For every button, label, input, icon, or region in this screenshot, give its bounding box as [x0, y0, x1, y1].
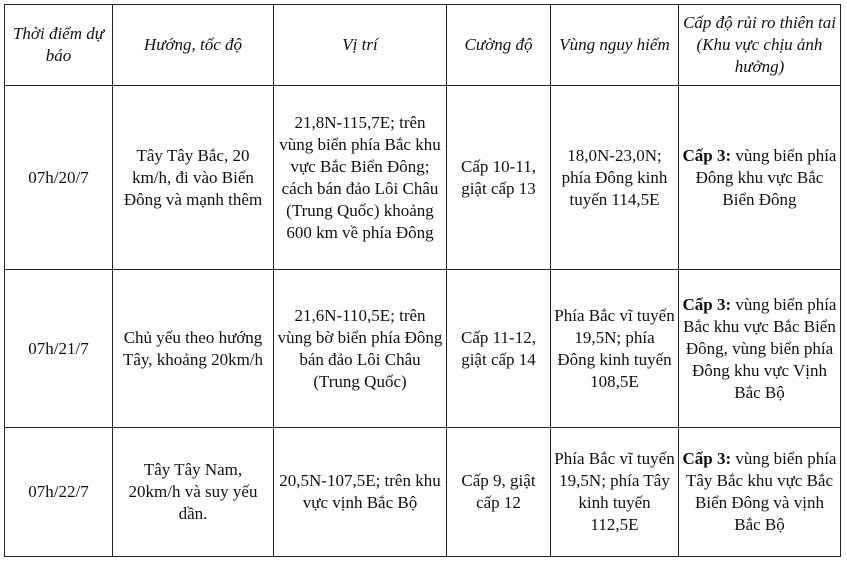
- risk-level-label: Cấp 3:: [682, 449, 732, 468]
- cell-danger-zone: Phía Bắc vĩ tuyến 19,5N; phía Tây kinh tuyến 112,5E: [551, 428, 679, 557]
- header-forecast-time: Thời điểm dự báo: [5, 5, 113, 86]
- cell-position: 21,6N-110,5E; trên vùng bờ biển phía Đông bán đảo Lôi Châu (Trung Quốc): [274, 270, 447, 428]
- cell-intensity: Cấp 11-12, giật cấp 14: [447, 270, 551, 428]
- table-row: [5, 428, 841, 557]
- table-row: [5, 270, 841, 428]
- risk-area-text: vùng biển phía Đông khu vực Bắc Biển Đông: [695, 145, 837, 209]
- cell-intensity: Cấp 10-11, giật cấp 13: [447, 86, 551, 270]
- header-risk-level: Cấp độ rủi ro thiên tai (Khu vực chịu ảnh hưởng): [679, 5, 841, 86]
- header-direction-speed: Hướng, tốc độ: [113, 5, 274, 86]
- cell-direction: Tây Tây Bắc, 20 km/h, đi vào Biển Đông và mạnh thêm: [113, 86, 274, 270]
- cell-direction: Chủ yếu theo hướng Tây, khoảng 20km/h: [113, 270, 274, 428]
- cell-direction: Tây Tây Nam, 20km/h và suy yếu dần.: [113, 428, 274, 557]
- cell-risk: [679, 270, 841, 428]
- risk-level-label: Cấp 3:: [682, 294, 732, 314]
- header-position: Vị trí: [274, 5, 447, 86]
- cell-time: 07h/21/7: [5, 270, 113, 428]
- cell-risk: [679, 86, 841, 270]
- cell-danger-zone: Phía Bắc vĩ tuyến 19,5N; phía Đông kinh tuyến 108,5E: [551, 270, 679, 428]
- cell-danger-zone: 18,0N-23,0N; phía Đông kinh tuyến 114,5E: [551, 86, 679, 270]
- cell-risk: [679, 428, 841, 557]
- risk-level-label: Cấp 3:: [682, 145, 732, 165]
- header-danger-zone: Vùng nguy hiểm: [551, 5, 679, 86]
- forecast-table: [4, 4, 841, 557]
- cell-position: 20,5N-107,5E; trên khu vực vịnh Bắc Bộ: [274, 428, 447, 557]
- header-intensity: Cường độ: [447, 5, 551, 86]
- table-row: [5, 86, 841, 270]
- cell-position: 21,8N-115,7E; trên vùng biển phía Bắc khu vực Bắc Biển Đông; cách bán đảo Lôi Châu (Trung Quốc) khoảng 600 km về phía Đông: [274, 86, 447, 270]
- cell-time: 07h/22/7: [5, 428, 113, 557]
- risk-area-text: vùng biển phía Tây Bắc khu vực Bắc Biển Đông và vịnh Bắc Bộ: [685, 449, 837, 534]
- cell-time: 07h/20/7: [5, 86, 113, 270]
- table-header-row: [5, 5, 841, 86]
- risk-area-text: vùng biển phía Bắc khu vực Bắc Biển Đông, vùng biển phía Đông khu vực Vịnh Bắc Bộ: [683, 294, 837, 402]
- cell-intensity: Cấp 9, giật cấp 12: [447, 428, 551, 557]
